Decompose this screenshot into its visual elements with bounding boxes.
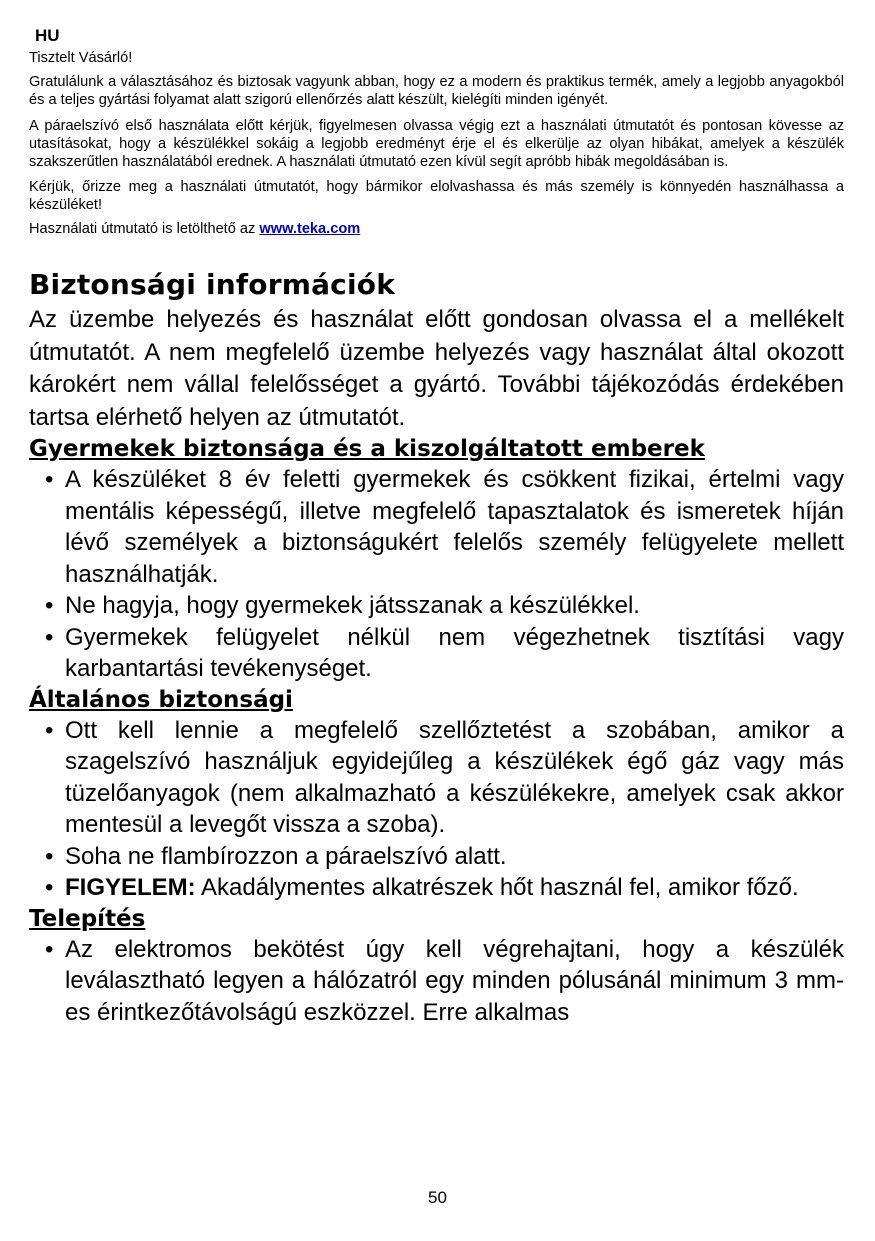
intro-paragraph-3: Kérjük, őrizze meg a használati útmutatót, hogy bármikor elolvashassa és más személy is könnyedén használhassa a készüléket! [29, 179, 844, 213]
document-page [29, 26, 844, 1028]
bullet-icon: • [45, 842, 54, 870]
list-item-text: Gyermekek felügyelet nélkül nem végezhetnek tisztítási vagy karbantartási tevékenységet. [65, 623, 844, 682]
list-item [29, 715, 844, 841]
list-item [29, 590, 844, 622]
bullet-icon: • [45, 935, 54, 963]
children-heading: Gyermekek biztonsága és a kiszolgáltatott emberek [29, 436, 705, 462]
list-item-text: Akadálymentes alkatrészek hőt használ fel, amikor főző. [201, 874, 799, 901]
intro-paragraph-1: Gratulálunk a választásához és biztosak vagyunk abban, hogy ez a modern és praktikus termék, amely a legjobb anyagokból és a teljes gyártási folyamat alatt szigorú ellenőrzés alatt készült, kielégíti minden igényét. [29, 74, 844, 108]
list-item [29, 464, 844, 590]
install-list [29, 934, 844, 1029]
bullet-icon: • [45, 592, 54, 619]
list-item [29, 872, 844, 904]
list-item [29, 841, 844, 873]
install-heading: Telepítés [29, 905, 146, 932]
bullet-icon: • [45, 623, 54, 651]
bullet-icon: • [45, 466, 54, 493]
list-item-text: Ott kell lennie a megfelelő szellőztetést a szobában, amikor a szagelszívó használjuk egyidejűleg a készülékek égő gáz vagy más tüzelőanyagok (nem alkalmazható a készülékekre, amelyek csak akkor mentesül a levegőt vissza a szoba). [65, 716, 844, 838]
list-item-text: Ne hagyja, hogy gyermekek játsszanak a készülékkel. [65, 592, 640, 619]
download-note [29, 220, 844, 238]
list-item-text: Soha ne flambírozzon a páraelszívó alatt. [65, 842, 507, 870]
warning-label: FIGYELEM: [65, 874, 196, 901]
safety-title: Biztonsági információk [29, 268, 396, 301]
download-link[interactable]: www.teka.com [259, 221, 361, 237]
general-heading: Általános biztonsági [29, 686, 293, 713]
language-code: HU [35, 26, 60, 45]
page-number: 50 [428, 1188, 447, 1207]
bullet-icon: • [45, 874, 54, 901]
list-item-text: A készüléket 8 év feletti gyermekek és csökkent fizikai, értelmi vagy mentális képességű, illetve megfelelő tapasztalatok és ismeretek híján lévő személyek a biztonságukért felelős személy felügyelete mellett használhatják. [65, 466, 844, 588]
general-list [29, 715, 844, 904]
greeting: Tisztelt Vásárló! [29, 50, 133, 66]
bullet-icon: • [45, 716, 54, 744]
list-item-text: Az elektromos bekötést úgy kell végrehajtani, hogy a készülék leválasztható legyen a hálózatról egy minden pólusánál minimum 3 mm-es érintkezőtávolságú eszközzel. Erre alkalmas [65, 935, 844, 1026]
list-item [29, 622, 844, 685]
download-text: Használati útmutató is letölthető az [29, 221, 256, 237]
list-item [29, 934, 844, 1029]
intro-paragraph-2: A páraelszívó első használata előtt kérjük, figyelmesen olvassa végig ezt a használati útmutatót és pontosan kövesse az utasításokat, hogy a készülékkel sokáig a legjobb eredményt érje el és elkerülje az olyan hibákat, amelyek a készülék szakszerűtlen használatából erednek. A használati útmutató ezen kívül segít apróbb hibák megoldásában is. [29, 118, 844, 170]
children-list [29, 464, 844, 685]
safety-intro: Az üzembe helyezés és használat előtt gondosan olvassa el a mellékelt útmutatót. A nem megfelelő üzembe helyezés vagy használat által okozott károkért nem vállal felelősséget a gyártó. További tájékozódás érdekében tartsa elérhető helyen az útmutatót. [29, 306, 844, 431]
